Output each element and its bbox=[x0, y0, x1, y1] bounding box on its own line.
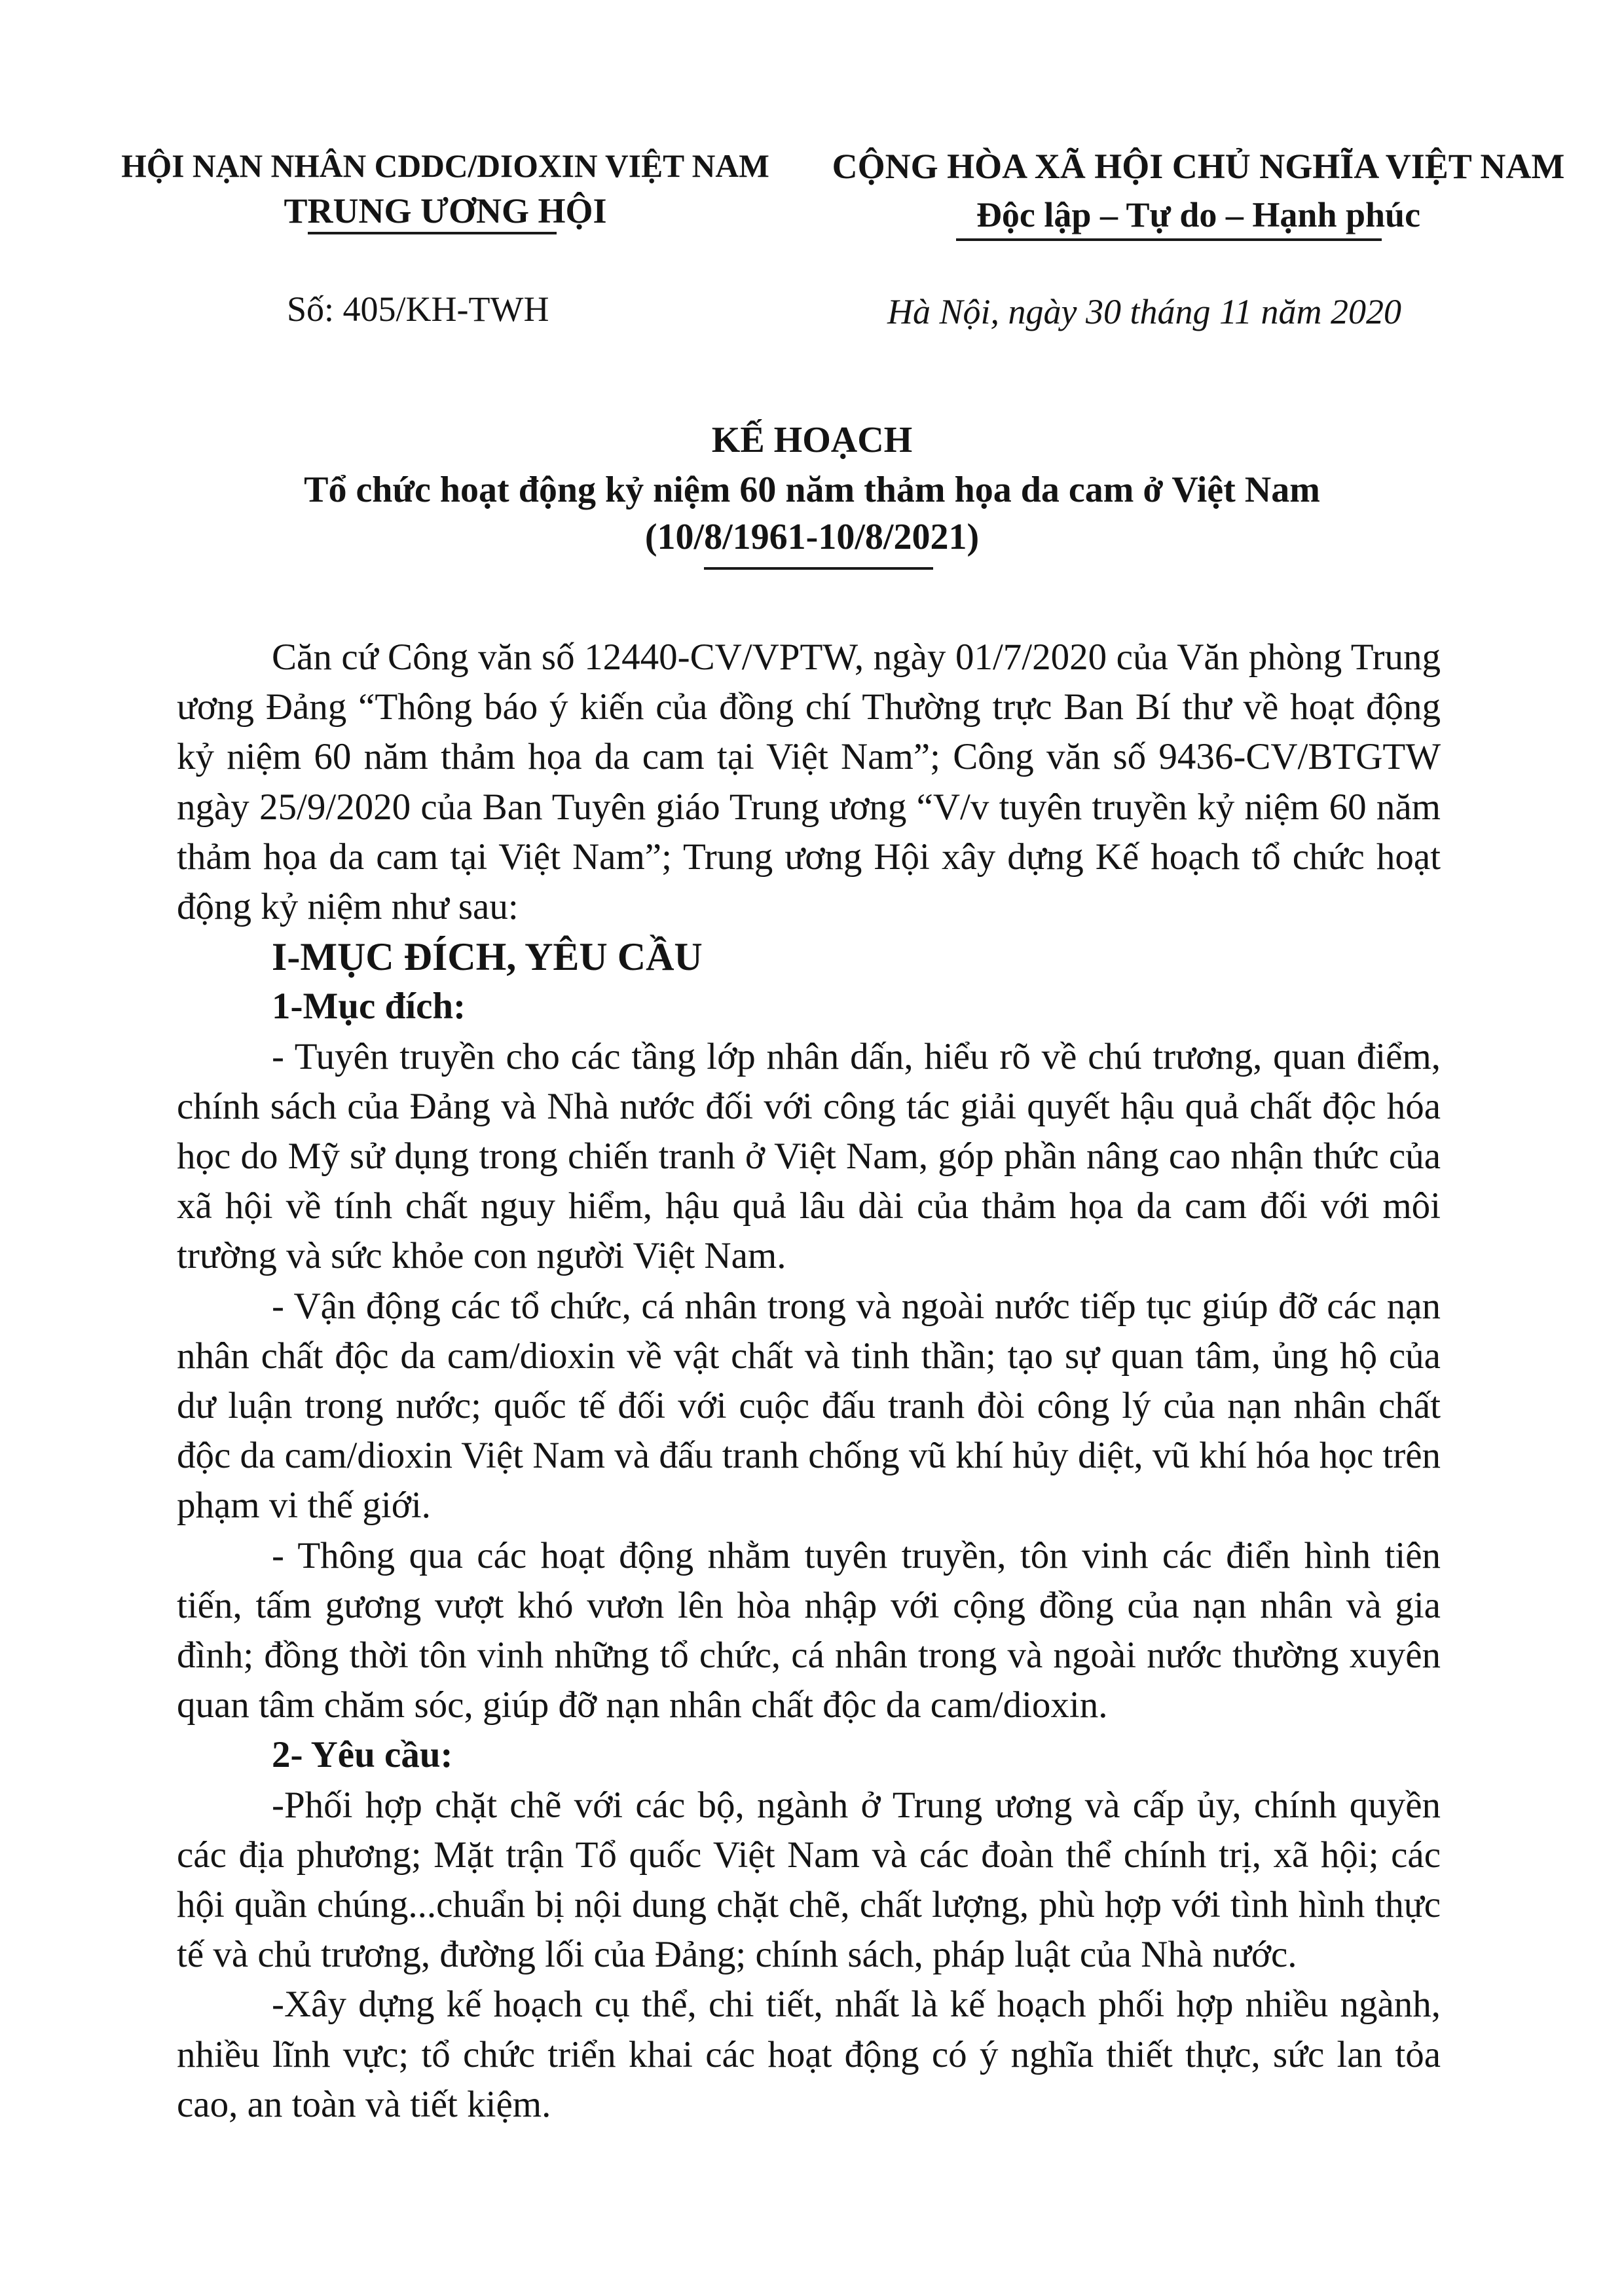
national-title: CỘNG HÒA XÃ HỘI CHỦ NGHĨA VIỆT NAM bbox=[832, 147, 1565, 186]
title-underline bbox=[704, 567, 933, 570]
subsection-heading: 1-Mục đích: bbox=[272, 986, 466, 1027]
organization-underline bbox=[308, 232, 557, 234]
paragraph-line: học do Mỹ sử dụng trong chiến tranh ở Việt Nam, góp phần nâng cao nhận thức của bbox=[177, 1136, 1441, 1177]
paragraph-line: tiến, tấm gương vượt khó vươn lên hòa nhập với cộng đồng của nạn nhân và gia bbox=[177, 1585, 1441, 1626]
paragraph-line: - Tuyên truyền cho các tầng lớp nhân dấn, hiểu rõ về chú trương, quan điểm, bbox=[272, 1036, 1441, 1077]
paragraph-line: quan tâm chăm sóc, giúp đỡ nạn nhân chất độc da cam/dioxin. bbox=[177, 1684, 1108, 1726]
paragraph-line: đình; đồng thời tôn vinh những tổ chức, cá nhân trong và ngoài nước thường xuyên bbox=[177, 1635, 1441, 1676]
section-heading: I-MỤC ĐÍCH, YÊU CẦU bbox=[272, 935, 703, 978]
subsection-heading: 2- Yêu cầu: bbox=[272, 1734, 453, 1775]
paragraph-line: nhiều lĩnh vực; tổ chức triển khai các hoạt động có ý nghĩa thiết thực, sức lan tỏa bbox=[177, 2034, 1441, 2075]
paragraph-line: trường và sức khỏe con người Việt Nam. bbox=[177, 1235, 786, 1276]
paragraph-line: các địa phương; Mặt trận Tổ quốc Việt Nam và các đoàn thể chính trị, xã hội; các bbox=[177, 1834, 1441, 1876]
paragraph-line: thảm họa da cam tại Việt Nam”; Trung ương Hội xây dựng Kế hoạch tổ chức hoạt bbox=[177, 836, 1441, 878]
document-period: (10/8/1961-10/8/2021) bbox=[644, 517, 980, 557]
paragraph-line: ương Đảng “Thông báo ý kiến của đồng chí Thường trực Ban Bí thư về hoạt động bbox=[177, 686, 1441, 728]
paragraph-line: dư luận trong nước; quốc tế đối với cuộc đấu tranh đòi công lý của nạn nhân chất bbox=[177, 1385, 1441, 1426]
paragraph-line: hội quần chúng...chuẩn bị nội dung chặt chẽ, chất lượng, phù hợp với tình hình thực bbox=[177, 1884, 1441, 1925]
paragraph-line: -Phối hợp chặt chẽ với các bộ, ngành ở Trung ương và cấp ủy, chính quyền bbox=[272, 1785, 1441, 1826]
national-motto: Độc lập – Tự do – Hạnh phúc bbox=[976, 195, 1421, 234]
paragraph-line: ngày 25/9/2020 của Ban Tuyên giáo Trung ương “V/v tuyên truyền kỷ niệm 60 năm bbox=[177, 787, 1441, 828]
paragraph-line: -Xây dựng kế hoạch cụ thể, chi tiết, nhất là kế hoạch phối hợp nhiều ngành, bbox=[272, 1984, 1441, 2025]
place-date: Hà Nội, ngày 30 tháng 11 năm 2020 bbox=[887, 292, 1401, 331]
paragraph-line: tế và chủ trương, đường lối của Đảng; chính sách, pháp luật của Nhà nước. bbox=[177, 1934, 1297, 1975]
paragraph-line: nhân chất độc da cam/dioxin về vật chất và tinh thần; tạo sự quan tâm, ủng hộ của bbox=[177, 1335, 1441, 1377]
document-number: Số: 405/KH-TWH bbox=[287, 289, 549, 329]
motto-underline bbox=[956, 238, 1382, 241]
paragraph-line: cao, an toàn và tiết kiệm. bbox=[177, 2084, 551, 2125]
document-type: KẾ HOẠCH bbox=[711, 420, 913, 460]
paragraph-line: chính sách của Đảng và Nhà nước đối với công tác giải quyết hậu quả chất độc hóa bbox=[177, 1086, 1441, 1127]
paragraph-line: độc da cam/dioxin Việt Nam và đấu tranh chống vũ khí hủy diệt, vũ khí hóa học trên bbox=[177, 1435, 1441, 1476]
organization-unit: TRUNG ƯƠNG HỘI bbox=[284, 191, 607, 231]
paragraph-line: kỷ niệm 60 năm thảm họa da cam tại Việt Nam”; Công văn số 9436-CV/BTGTW bbox=[177, 736, 1441, 777]
paragraph-line: Căn cứ Công văn số 12440-CV/VPTW, ngày 01/7/2020 của Văn phòng Trung bbox=[272, 637, 1441, 678]
paragraph-line: động kỷ niệm như sau: bbox=[177, 886, 519, 927]
paragraph-line: xã hội về tính chất nguy hiểm, hậu quả lâu dài của thảm họa da cam đối với môi bbox=[177, 1185, 1441, 1227]
document-subject: Tổ chức hoạt động kỷ niệm 60 năm thảm họa da cam ở Việt Nam bbox=[304, 470, 1320, 510]
paragraph-line: - Vận động các tổ chức, cá nhân trong và ngoài nước tiếp tục giúp đỡ các nạn bbox=[272, 1286, 1441, 1327]
paragraph-line: phạm vi thế giới. bbox=[177, 1485, 431, 1526]
organization-name: HỘI NẠN NHÂN CDDC/DIOXIN VIỆT NAM bbox=[121, 148, 769, 184]
paragraph-line: - Thông qua các hoạt động nhằm tuyên truyền, tôn vinh các điển hình tiên bbox=[272, 1535, 1441, 1576]
